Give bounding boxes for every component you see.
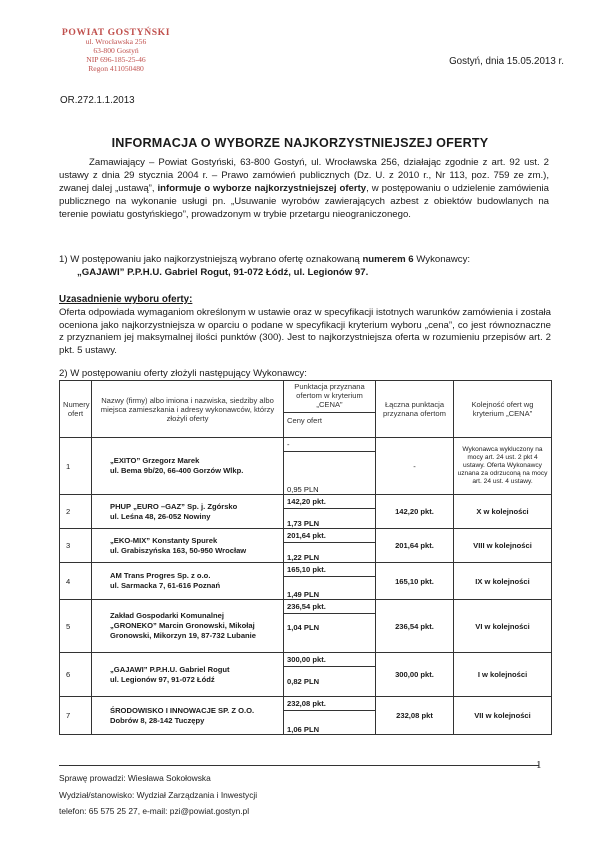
offer-number: 4 xyxy=(60,563,92,600)
stamp-street: ul. Wrocławska 256 xyxy=(85,37,147,46)
points-cell xyxy=(284,600,376,653)
offer-price: 0,82 PLN xyxy=(287,676,320,686)
document-title: INFORMACJA O WYBORZE NAJKORZYSTNIEJSZEJ OFERTY xyxy=(111,136,489,150)
rank: Wykonawca wykluczony na mocy art. 24 ust. 2 pkt 4 ustawy. Oferta Wykonawcy uznana za odrzuconą na mocy art. 24 ust. 4 ustawy. xyxy=(454,438,552,495)
reference-number: OR.272.1.1.2013 xyxy=(60,95,135,106)
total-points: 232,08 pkt xyxy=(376,697,454,735)
offer-price: 1,22 PLN xyxy=(287,553,320,562)
offer-price: 0,95 PLN xyxy=(287,485,319,494)
points-cell xyxy=(284,697,376,735)
offer-number: 5 xyxy=(60,600,92,653)
offer-points: - xyxy=(284,438,375,452)
stamp-regon: Regon 411050480 xyxy=(88,64,144,73)
contractor-line2: ul. Leśna 48, 26-052 Nowiny xyxy=(110,511,211,521)
points-cell xyxy=(284,563,376,600)
total-points: 165,10 pkt. xyxy=(376,563,454,600)
contractor-line1: „EXITO” Grzegorz Marek xyxy=(110,456,200,465)
header-points-criterion: Punktacja przyznana ofertom w kryterium „CENA” xyxy=(284,381,375,413)
office-stamp xyxy=(52,28,180,73)
points-cell xyxy=(284,438,376,495)
offer-points: 201,64 pkt. xyxy=(284,529,375,543)
rank: VII w kolejności xyxy=(454,697,552,735)
contractor-line1: PHUP „EURO –GAZ” Sp. j. Zgórsko xyxy=(110,501,238,511)
header-total-points: Łączna punktacja przyznana ofertom xyxy=(376,381,454,438)
stamp-nip: NIP 696-185-25-46 xyxy=(86,55,146,64)
intro-part1: Zamawiający – Powiat Gostyński, 63-800 Gostyń, ul. Wrocławska 256, działając zgodnie z art. 92 ust. 2 ustawy z dnia 29 stycznia 2004 r. – Prawo zamówień publicznych (Dz. U. z 2010 r., Nr 113, poz. 759 ze zm.), zwanej dalej „ustawą”, xyxy=(59,157,549,194)
offer-number: 1 xyxy=(60,438,92,495)
offer-points: 236,54 pkt. xyxy=(284,600,375,614)
footer-case-officer: Sprawę prowadzi: Wiesława Sokołowska xyxy=(59,773,211,783)
footer-divider xyxy=(59,765,539,766)
contractor-line1: „GAJAWI” P.P.H.U. Gabriel Rogut xyxy=(110,664,230,674)
rank: VI w kolejności xyxy=(454,600,552,653)
contractor-line2: Dobrów 8, 28-142 Tuczępy xyxy=(110,715,205,725)
contractor-line1: „EKO-MIX” Konstanty Spurek xyxy=(110,535,218,545)
point-2: 2) W postępowaniu oferty złożyli następujący Wykonawcy: xyxy=(59,368,307,379)
table-row xyxy=(60,563,552,600)
contractor-cell xyxy=(92,653,284,697)
offer-number: 3 xyxy=(60,529,92,563)
point-1 xyxy=(59,254,554,279)
justification-heading: Uzasadnienie wyboru oferty: xyxy=(59,294,193,305)
header-points xyxy=(284,381,376,438)
header-price: Ceny ofert xyxy=(287,416,323,425)
footer xyxy=(59,770,257,820)
contractor-cell xyxy=(92,438,284,495)
offer-points: 232,08 pkt. xyxy=(284,697,375,711)
contractor-line1: AM Trans Progres Sp. z o.o. xyxy=(110,571,211,580)
contractor-cell xyxy=(92,529,284,563)
total-points: - xyxy=(376,438,454,495)
table-row xyxy=(60,529,552,563)
rank: X w kolejności xyxy=(454,495,552,529)
point1-number-label: numerem 6 xyxy=(362,254,414,265)
table-row xyxy=(60,697,552,735)
contractor-cell xyxy=(92,600,284,653)
offer-number: 2 xyxy=(60,495,92,529)
offer-points: 300,00 pkt. xyxy=(284,653,375,667)
offer-price: 1,73 PLN xyxy=(287,519,320,528)
contractor-cell xyxy=(92,563,284,600)
rank: I w kolejności xyxy=(454,653,552,697)
selected-contractor: „GAJAWI” P.P.H.U. Gabriel Rogut, 91-072 Łódź, ul. Legionów 97. xyxy=(77,266,369,278)
header-offer-number: Numery ofert xyxy=(60,381,92,438)
table-row xyxy=(60,653,552,697)
footer-contact: telefon: 65 575 25 27, e-mail: pzi@powiat.gostyn.pl xyxy=(59,806,250,816)
contractor-line2: ul. Legionów 97, 91-072 Łódź xyxy=(110,674,215,684)
table-row xyxy=(60,600,552,653)
point1-text: 1) W postępowaniu jako najkorzystniejszą wybrano ofertę oznakowaną xyxy=(59,254,360,265)
page-number: 1 xyxy=(536,759,542,771)
total-points: 201,64 pkt. xyxy=(376,529,454,563)
header-contractor-name: Nazwy (firmy) albo imiona i nazwiska, siedziby albo miejsca zamieszkania i adresy wykonawców, którzy złożyli oferty xyxy=(92,381,284,438)
contractor-line2: ul. Grabiszyńska 163, 50-950 Wrocław xyxy=(110,545,247,555)
contractor-cell xyxy=(92,495,284,529)
contractor-line1: ŚRODOWISKO I INNOWACJE SP. Z O.O. xyxy=(110,705,255,715)
offer-points: 165,10 pkt. xyxy=(284,563,375,577)
offer-price: 1,06 PLN xyxy=(287,725,320,734)
table-row xyxy=(60,495,552,529)
table-row xyxy=(60,438,552,495)
total-points: 300,00 pkt. xyxy=(376,653,454,697)
stamp-city: 63-800 Gostyń xyxy=(93,46,139,55)
table-header-row xyxy=(60,381,552,438)
justification-body: Oferta odpowiada wymaganiom określonym w ustawie oraz w specyfikacji istotnych warunków zamówienia i została oceniona jako najkorzystniejsza w oparciu o podane w specyfikacji kryterium wyboru „cena”, co jest równoznaczne z przyznaniem jej maksymalnej ilości punktów (300). Jest to najkorzystniejsza oferta w rozumieniu przepisów art. 2 pkt. 5 ustawy. xyxy=(59,307,551,356)
footer-department: Wydział/stanowisko: Wydział Zarządzania i Inwestycji xyxy=(59,789,258,800)
contractor-line2: ul. Bema 9b/20, 66-400 Gorzów Wlkp. xyxy=(110,466,244,475)
contractor-line1: Zakład Gospodarki Komunalnej xyxy=(110,611,224,620)
contractor-line3: Gronowski, Mikorzyn 19, 87-732 Lubanie xyxy=(110,631,257,640)
point1-after: Wykonawcy: xyxy=(416,254,471,265)
offer-number: 6 xyxy=(60,653,92,697)
rank: IX w kolejności xyxy=(454,563,552,600)
total-points: 142,20 pkt. xyxy=(376,495,454,529)
contractor-line2: ul. Sarmacka 7, 61-616 Poznań xyxy=(110,581,221,590)
intro-bold: informuje o wyborze najkorzystniejszej oferty xyxy=(157,182,367,194)
contractor-cell xyxy=(92,697,284,735)
offer-price: 1,49 PLN xyxy=(287,590,320,599)
offer-price: 1,04 PLN xyxy=(287,623,320,632)
intro-part2: , w postępowaniu o udzielenie zamówienia publicznego na wykonanie usługi pn. „Usuwanie wyrobów zawierających azbest z obiektów budowlanych na terenie powiatu gostyńskiego”, prowadzonym w trybie przetargu nieograniczonego. xyxy=(59,182,550,220)
points-cell xyxy=(284,495,376,529)
intro-paragraph xyxy=(59,157,549,222)
offers-table xyxy=(59,380,552,735)
contractor-line2: „GRONEKO” Marcin Gronowski, Mikołaj xyxy=(110,621,255,630)
place-and-date: Gostyń, dnia 15.05.2013 r. xyxy=(449,56,564,67)
points-cell xyxy=(284,529,376,563)
total-points: 236,54 pkt. xyxy=(376,600,454,653)
rank: VIII w kolejności xyxy=(454,529,552,563)
offer-number: 7 xyxy=(60,697,92,735)
stamp-org-name: POWIAT GOSTYŃSKI xyxy=(61,27,171,38)
offer-points: 142,20 pkt. xyxy=(284,495,375,509)
points-cell xyxy=(284,653,376,697)
header-rank: Kolejność ofert wg kryterium „CENA” xyxy=(454,381,552,438)
